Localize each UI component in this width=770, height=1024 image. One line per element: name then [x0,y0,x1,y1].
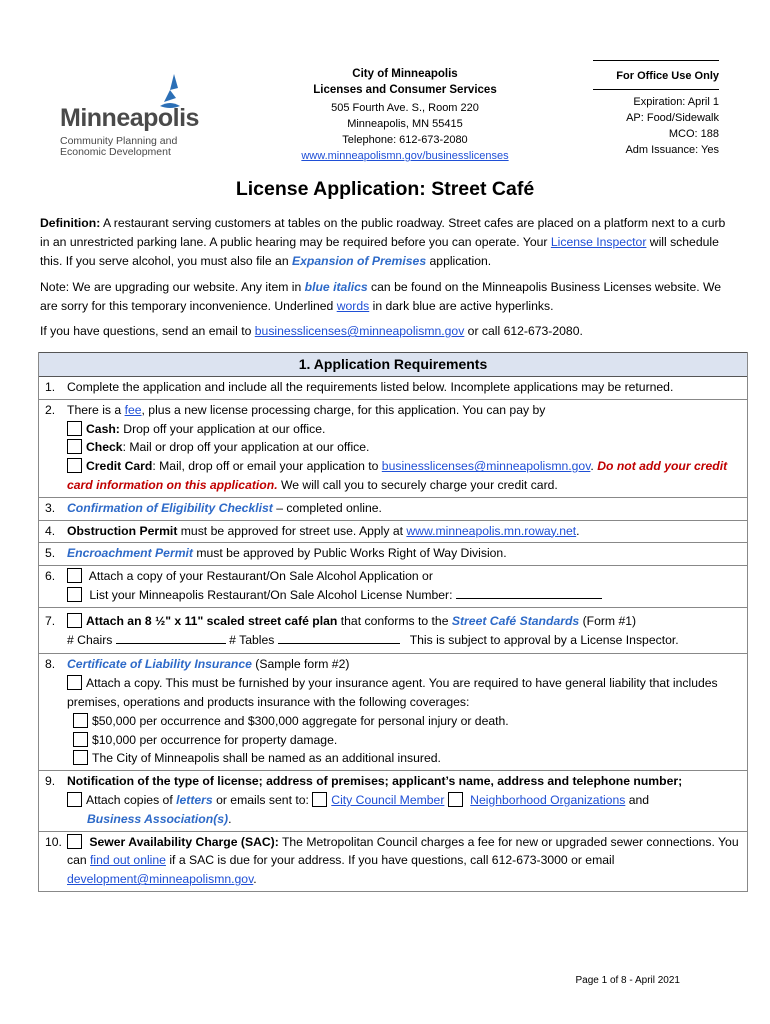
council-checkbox[interactable] [312,792,327,807]
requirement-item-8: 8. Certificate of Liability Insurance (Sample form #2) Attach a copy. This must be furnished by your insurance agent. You are required to have general liability that includes premises, operations and products insurance with the following coverages: $50,000 per occurrence and $300,000 aggregate for personal injury or death. $10,000 per occurrence for property damage. The City of Minneapolis shall be named as an additional insured. [39,654,747,771]
page-footer: Page 1 of 8 - April 2021 [575,975,680,986]
neighborhood-checkbox[interactable] [448,792,463,807]
blue-italics-sample: blue italics [304,280,368,294]
agency-city: Minneapolis, MN 55415 [347,118,463,130]
office-ap: AP: Food/Sidewalk [626,112,719,124]
requirement-item-4: 4. Obstruction Permit must be approved for street use. Apply at www.minneapolis.mn.roway.net. [39,521,747,544]
sac-checkbox[interactable] [67,834,82,849]
city-council-link[interactable]: City Council Member [331,792,445,807]
neighborhood-orgs-link[interactable]: Neighborhood Organizations [470,792,626,807]
office-use-heading: For Office Use Only [593,60,719,90]
logo-subtitle-1: Community Planning and [60,135,178,147]
section-heading: 1. Application Requirements [39,352,747,377]
office-use-box [593,60,719,158]
development-email-link[interactable]: development@minneapolismn.gov [67,872,254,887]
definition-paragraph: Definition: A restaurant serving customers at tables on the public roadway. Street cafes are placed on a platform next to a curb in an unrestricted parking lane. A public hearing may be required before you can operate. Your License Inspector will schedule this. If you serve alcohol, you must also file an Expansion of Premises application. [40,216,726,268]
page-title: License Application: Street Café [235,178,535,200]
requirement-item-3: 3. Confirmation of Eligibility Checklist – completed online. [39,498,747,521]
check-checkbox[interactable] [67,439,82,454]
requirement-item-1: 1. Complete the application and include all the requirements listed below. Incomplete applications may be returned. [39,377,747,400]
cafe-plan-checkbox[interactable] [67,613,82,628]
eligibility-checklist: Confirmation of Eligibility Checklist [67,500,273,515]
attach-application-checkbox[interactable] [67,568,82,583]
business-licenses-email-link[interactable]: businesslicenses@minneapolismn.gov [254,324,465,338]
letters-label: letters [176,792,213,807]
agency-title-1: City of Minneapolis [352,68,458,80]
credit-card-checkbox[interactable] [67,458,82,473]
fee-link[interactable]: fee [124,402,142,417]
questions-paragraph: If you have questions, send an email to businesslicenses@minneapolismn.gov or call 612-673-2080. [40,324,583,338]
insurance-attach-checkbox[interactable] [67,675,82,690]
requirement-item-9: 9. Notification of the type of license; address of premises; applicant’s name, address and telephone number; Attach copies of letters or emails sent to: City Council Member Neighborhood Organizations and Business Association(s). [39,771,747,831]
requirement-item-7: 7. Attach an 8 ½" x 11" scaled street café plan that conforms to the Street Café Standards (Form #1) # Chairs # Tables This is subject to approval by a License Inspector. [39,608,747,655]
agency-title-2: Licenses and Consumer Services [313,84,497,96]
notification-checkbox[interactable] [67,792,82,807]
roway-link[interactable]: www.minneapolis.mn.roway.net [406,523,577,538]
office-adm: Adm Issuance: Yes [625,144,719,156]
office-expiration: Expiration: April 1 [633,96,719,108]
street-cafe-standards: Street Café Standards [451,613,580,628]
logo-subtitle-2: Economic Development [60,146,171,158]
personal-injury-checkbox[interactable] [73,713,88,728]
words-link[interactable]: words [336,299,370,313]
requirement-item-2: 2. There is a fee, plus a new license processing charge, for this application. You can pay by Cash: Drop off your application at our office. Check: Mail or drop off your application at our office. Credit Card: Mail, drop off or email your application to businesslicenses@minneapolismn.gov. Do not add your credit card information on this application. We will call you to securely charge your credit card. [39,400,747,498]
office-mco: MCO: 188 [668,128,719,140]
definition-label: Definition: [40,216,101,230]
requirement-item-10: 10. Sewer Availability Charge (SAC): The Metropolitan Council charges a fee for new or upgraded sewer connections. You can find out online if a SAC is due for your address. If you have questions, call 612-673-3000 or email development@minneapolismn.gov. [45,834,739,887]
find-out-online-link[interactable]: find out online [90,853,166,868]
agency-address-block [280,66,530,164]
requirement-item-5: 5. Encroachment Permit must be approved by Public Works Right of Way Division. [39,543,747,566]
property-damage-checkbox[interactable] [73,732,88,747]
chairs-field[interactable] [116,631,226,644]
note-paragraph: Note: We are upgrading our website. Any item in blue italics can be found on the Minneapolis Business Licenses website. We are sorry for this temporary inconvenience. Underlined words in dark blue are active hyperlinks. [40,280,722,313]
license-inspector-link[interactable]: License Inspector [550,235,647,249]
business-associations: Business Association(s) [87,811,229,826]
minneapolis-logo [60,70,240,165]
cash-checkbox[interactable] [67,421,82,436]
expansion-of-premises: Expansion of Premises [292,254,427,268]
requirements-table [38,352,748,892]
agency-website-link[interactable]: www.minneapolismn.gov/businesslicenses [301,150,509,162]
agency-phone: Telephone: 612-673-2080 [342,134,468,146]
requirement-item-6: 6. Attach a copy of your Restaurant/On Sale Alcohol Application or List your Minneapolis Restaurant/On Sale Alcohol License Number: [39,566,747,608]
credit-card-warning: Do not add your credit card information on this application. [67,459,728,492]
credit-card-email-link[interactable]: businesslicenses@minneapolismn.gov [381,459,591,474]
license-number-field[interactable] [456,586,602,599]
tables-field[interactable] [278,631,400,644]
logo-wordmark: Minneapolis [60,104,199,132]
additional-insured-checkbox[interactable] [73,750,88,765]
agency-street: 505 Fourth Ave. S., Room 220 [331,102,479,114]
encroachment-permit: Encroachment Permit [67,546,193,561]
license-number-checkbox[interactable] [67,587,82,602]
liability-certificate: Certificate of Liability Insurance [67,657,252,672]
